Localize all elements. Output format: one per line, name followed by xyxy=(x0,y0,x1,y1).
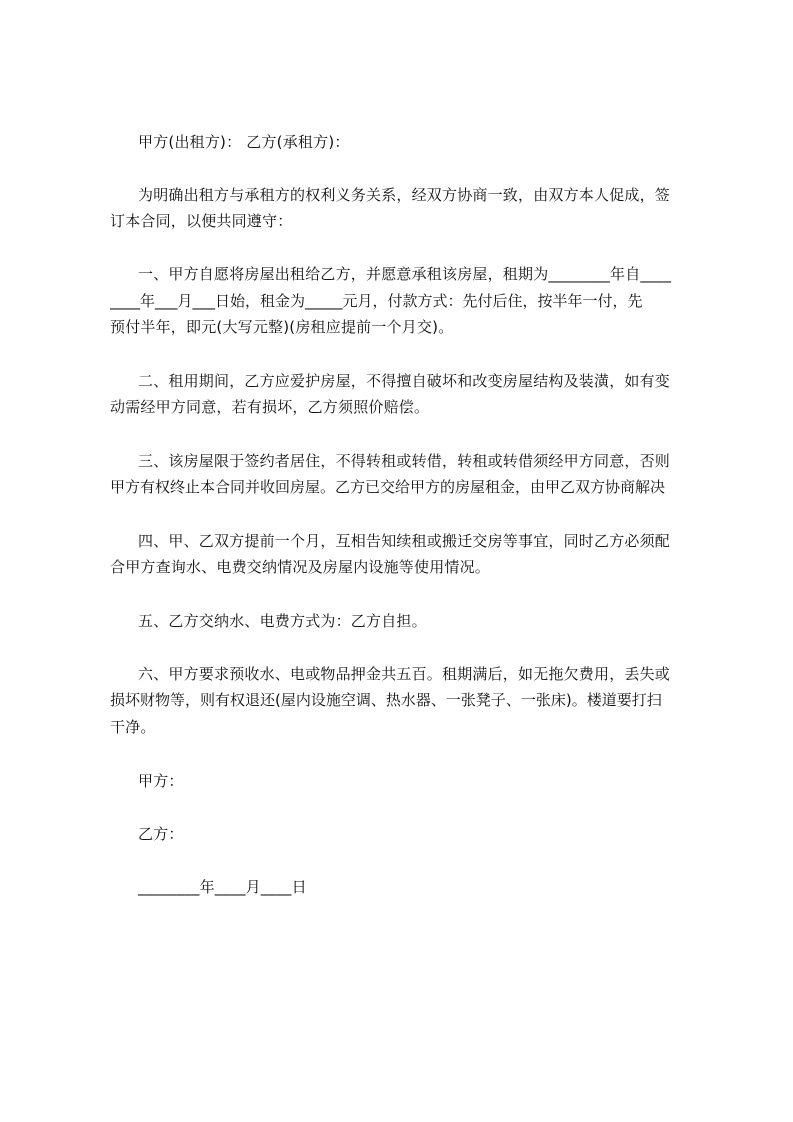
signature-party-a: 甲方： xyxy=(138,772,184,790)
clause-1-line-1: 一、甲方自愿将房屋出租给乙方，并愿意承租该房屋，租期为________年自____ xyxy=(138,265,672,283)
signature-date: ________年____月____日 xyxy=(138,878,307,896)
clause-4-line-2: 合甲方查询水、电费交纳情况及房屋内设施等使用情况。 xyxy=(110,558,491,576)
intro-line-2: 订本合同，以便共同遵守： xyxy=(110,212,293,230)
clause-6-line-3: 干净。 xyxy=(110,718,156,736)
clause-1-line-3: 预付半年，即元(大写元整)(房租应提前一个月交)。 xyxy=(110,318,454,336)
intro-line-1: 为明确出租方与承租方的权利义务关系，经双方协商一致，由双方本人促成，签 xyxy=(138,186,671,204)
clause-4-line-1: 四、甲、乙双方提前一个月，互相告知续租或搬迁交房等事宜，同时乙方必须配 xyxy=(138,532,671,550)
clause-5-line-1: 五、乙方交纳水、电费方式为：乙方自担。 xyxy=(138,612,427,630)
clause-3-line-2: 甲方有权终止本合同并收回房屋。乙方已交给甲方的房屋租金，由甲乙双方协商解决 xyxy=(110,478,666,496)
signature-party-b: 乙方： xyxy=(138,825,184,843)
clause-2-line-2: 动需经甲方同意，若有损坏，乙方须照价赔偿。 xyxy=(110,398,430,416)
clause-6-line-2: 损坏财物等，则有权退还(屋内设施空调、热水器、一张凳子、一张床)。楼道要打扫 xyxy=(110,691,662,709)
parties-header: 甲方(出租方)： 乙方(承租方)： xyxy=(138,133,350,151)
clause-6-line-1: 六、甲方要求预收水、电或物品押金共五百。租期满后，如无拖欠费用，丢失或 xyxy=(138,665,671,683)
clause-2-line-1: 二、租用期间，乙方应爱护房屋，不得擅自破坏和改变房屋结构及装潢，如有变 xyxy=(138,372,671,390)
clause-3-line-1: 三、该房屋限于签约者居住，不得转租或转借，转租或转借须经甲方同意，否则 xyxy=(138,452,671,470)
clause-1-line-2: ____年___月___日始，租金为_____元月，付款方式：先付后住，按半年一付，先 xyxy=(110,292,643,310)
